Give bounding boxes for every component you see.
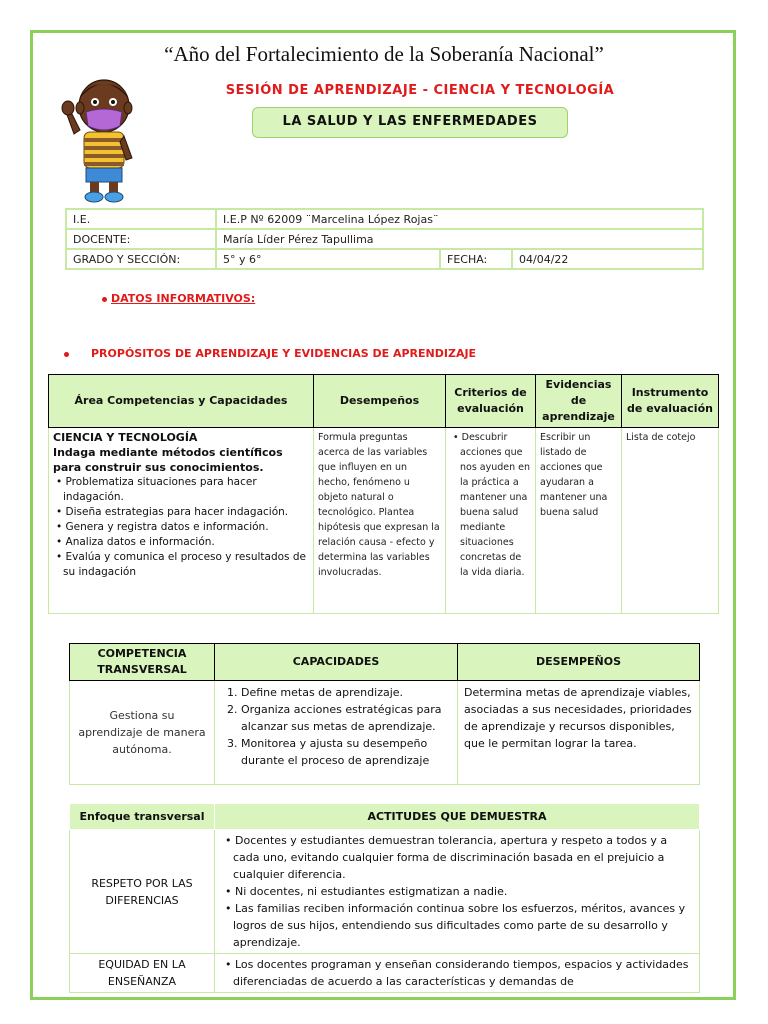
enfoque-name: EQUIDAD EN LA ENSEÑANZA [70,954,215,993]
table-header-row [70,804,700,830]
datos-heading: DATOS INFORMATIVOS: [102,292,255,305]
capacidades-list [221,684,451,769]
actitudes-cell [215,954,700,993]
table-row [49,428,719,614]
table-row [70,830,700,954]
national-motto: “Año del Fortalecimiento de la Soberanía Nacional” [164,42,604,66]
list-item: 1. Define metas de aprendizaje. [241,684,451,701]
child-with-mask-illustration [60,72,142,204]
capacidades-list [53,475,309,580]
bullet-icon [102,297,107,302]
actitudes-cell [215,830,700,954]
col-header-competencia: COMPETENCIA TRANSVERSAL [70,644,215,681]
capacidades-cell [215,681,458,785]
table-row [66,249,703,269]
instrumento-cell: Lista de cotejo [622,428,719,614]
area-cell [49,428,314,614]
grado-label: GRADO Y SECCIÓN: [66,249,216,269]
list-item: • Analiza datos e información. [53,535,309,550]
desempenos-cell: Formula preguntas acerca de las variables que influyen en un hecho, fenómeno u objeto natural o tecnológico. Plantea hipótesis que expresan la relación causa - efecto y determina las variables involucradas. [314,428,446,614]
grado-value: 5° y 6° [216,249,440,269]
enfoques-table [69,803,700,993]
col-header-instrumento: Instrumento de evaluación [622,375,719,428]
table-header-row [49,375,719,428]
table-row [66,229,703,249]
docente-label: DOCENTE: [66,229,216,249]
col-header-desempenos: Desempeños [314,375,446,428]
col-header-desempenos: DESEMPEÑOS [458,644,700,681]
purposes-table [48,374,719,614]
table-row [66,209,703,229]
topic-title: LA SALUD Y LAS ENFERMEDADES [252,107,568,138]
list-item: • Las familias reciben información continua sobre los esfuerzos, méritos, avances y logros de sus hijos, entendiendo sus dificultades como parte de su desarrollo y aprendizaje. [221,900,693,951]
propositos-heading: PROPÓSITOS DE APRENDIZAJE Y EVIDENCIAS DE APRENDIZAJE [64,347,476,360]
table-row [70,681,700,785]
col-header-criterios: Criterios de evaluación [446,375,536,428]
fecha-value: 04/04/22 [512,249,703,269]
col-header-evidencias: Evidencias de aprendizaje [536,375,622,428]
area-title: CIENCIA Y TECNOLOGÍA [53,431,198,444]
session-title: SESIÓN DE APRENDIZAJE - CIENCIA Y TECNOLOGÍA [225,83,615,98]
enfoque-name: RESPETO POR LAS DIFERENCIAS [70,830,215,954]
list-item: • Genera y registra datos e información. [53,520,309,535]
list-item: • Evalúa y comunica el proceso y resultados de su indagación [53,550,309,580]
list-item: • Diseña estrategias para hacer indagación. [53,505,309,520]
list-item: • Problematiza situaciones para hacer indagación. [53,475,309,505]
info-table [65,208,704,270]
fecha-label: FECHA: [440,249,512,269]
bullet-icon [64,352,69,357]
col-header-area: Área Competencias y Capacidades [49,375,314,428]
competencia-cell: Gestiona su aprendizaje de manera autónoma. [70,681,215,785]
list-item: • Descubrir acciones que nos ayuden en la práctica a mantener una buena salud mediante situaciones concretas de la vida diaria. [450,430,531,580]
col-header-enfoque: Enfoque transversal [70,804,215,830]
desempenos-cell: Determina metas de aprendizaje viables, asociadas a sus necesidades, prioridades de aprendizaje y recursos disponibles, que le permitan lograr la tarea. [458,681,700,785]
table-header-row [70,644,700,681]
docente-value: María Líder Pérez Tapullima [216,229,703,249]
list-item: • Docentes y estudiantes demuestran tolerancia, apertura y respeto a todos y a cada uno, evitando cualquier forma de discriminación basada en el prejuicio a cualquier diferencia. [221,832,693,883]
transversal-competence-table [69,643,700,785]
list-item: • Ni docentes, ni estudiantes estigmatizan a nadie. [221,883,693,900]
table-row [70,954,700,993]
list-item: 3. Monitorea y ajusta su desempeño durante el proceso de aprendizaje [241,735,451,769]
list-item: 2. Organiza acciones estratégicas para alcanzar sus metas de aprendizaje. [241,701,451,735]
ie-value: I.E.P Nº 62009 ¨Marcelina López Rojas¨ [216,209,703,229]
list-item: • Los docentes programan y enseñan considerando tiempos, espacios y actividades diferenciadas de acuerdo a las características y demandas de [221,956,693,990]
evidencias-cell: Escribir un listado de acciones que ayudaran a mantener una buena salud [536,428,622,614]
col-header-actitudes: ACTITUDES QUE DEMUESTRA [215,804,700,830]
col-header-capacidades: CAPACIDADES [215,644,458,681]
ie-label: I.E. [66,209,216,229]
competencia-text: Indaga mediante métodos científicos para construir sus conocimientos. [53,446,283,474]
criterios-cell [446,428,536,614]
